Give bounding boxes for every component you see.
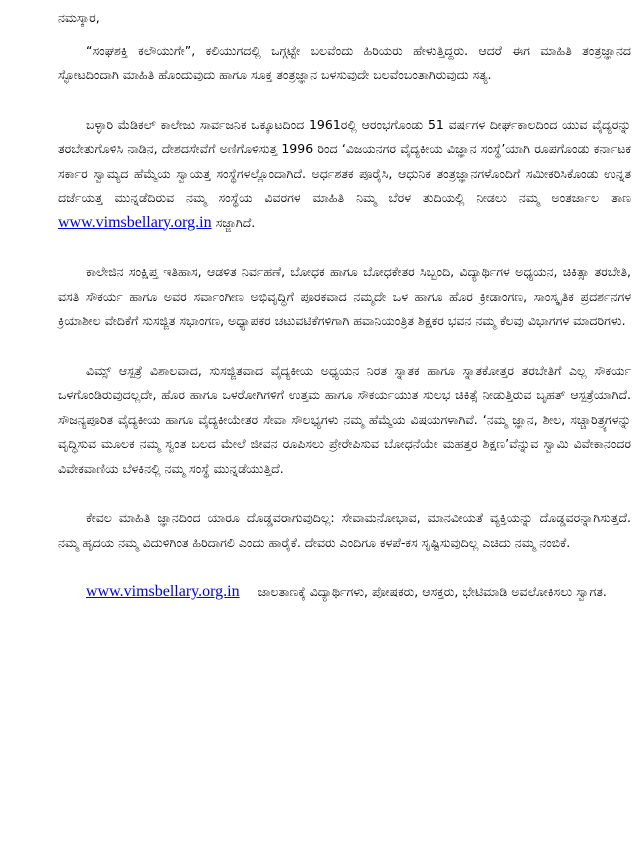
history-text: ಬಳ್ಳಾರಿ ಮೆಡಿಕಲ್ ಕಾಲೇಜು ಸಾರ್ವಜನಿಕ ಒಕ್ಕೂಟದಿಂದ 1961ರಲ್ಲಿ ಆರಂಭಗೊಂಡು 51 ವರ್ಷಗಳ ದೀರ್ಘಕಾಲದಿಂದ ಯುವ ವೈದ್ಯರನ್ನು ತರಬೇತುಗೊಳಿಸಿ ನಾಡಿನ, ದೇಶದಸೇವೆಗೆ ಅಣಿಗೊಳಿಸುತ್ತ 1996 ರಿಂದ ‘ವಿಜಯನಗರ ವೈದ್ಯಕೀಯ ವಿಜ್ಞಾನ ಸಂಸ್ಥೆ’ಯಾಗಿ ರೂಪಗೊಂಡು ಕರ್ನಾಟಕ ಸರ್ಕಾರ ಸ್ವಾಮ್ಯದ ಹೆಮ್ಮೆಯ ಸ್ವಾಯತ್ತ ಸಂಸ್ಥೆಗಳಲ್ಲೊಂದಾಗಿದೆ. ಅರ್ಧಶತಕ ಪೂರೈಸಿ, ಆಧುನಿಕ ತಂತ್ರಜ್ಞಾನಗಳೊಂದಿಗೆ ಸಮೀಕರಿಸಿಕೊಂಡು ಉನ್ನತ ದರ್ಜೆಯತ್ತ ಮುನ್ನಡೆದಿರುವ ನಮ್ಮ ಸಂಸ್ಥೆಯ ವಿವರಗಳ ಮಾಹಿತಿ ನಿಮ್ಮ ಬೆರಳ ತುದಿಯಲ್ಲಿ ನೀಡಲು ನಮ್ಮ ಅಂತರ್ಜಾಲ ತಾಣ: [58, 116, 631, 205]
greeting: ನಮಸ್ಕಾರ,: [58, 10, 100, 25]
paragraph-facilities: ಕಾಲೇಜಿನ ಸಂಕ್ಷಿಪ್ತ ಇತಿಹಾಸ, ಆಡಳಿತ ನಿರ್ವಹಣೆ, ಬೋಧಕ ಹಾಗೂ ಬೋಧಕೇತರ ಸಿಬ್ಬಂದಿ, ವಿದ್ಯಾರ್ಥಿಗಳ ಅಧ್ಯಯನ, ಚಿಕಿತ್ಸಾ ತರಬೇತಿ, ವಸತಿ ಸೌಕರ್ಯ ಹಾಗೂ ಅವರ ಸರ್ವಾಂಗೀಣ ಅಭಿವೃದ್ಧಿಗೆ ಪೂರಕವಾದ ನಮ್ಮದೇ ಒಳ ಹಾಗೂ ಹೊರ ಕ್ರೀಡಾಂಗಣ, ಸಾಂಸ್ಕೃತಿಕ ಪ್ರದರ್ಶನಗಳ ಕ್ರಿಯಾಶೀಲ ವೇದಿಕೆಗೆ ಸುಸಜ್ಜಿತ ಸಭಾಂಗಣ, ಅಧ್ಯಾಪಕರ ಚಟುವಟಿಕೆಗಳಿಗಾಗಿ ಹವಾನಿಯಂತ್ರಿತ ಶಿಕ್ಷಕರ ಭವನ ನಮ್ಮ ಕೆಲವು ವಿಭಾಗಗಳ ಮಾದರಿಗಳು.: [58, 264, 631, 328]
website-link[interactable]: www.vimsbellary.org.in: [58, 213, 212, 231]
paragraph-values: ಕೇವಲ ಮಾಹಿತಿ ಜ್ಞಾನದಿಂದ ಯಾರೂ ದೊಡ್ಡವರಾಗುವುದಿಲ್ಲ: ಸೇವಾಮನೋಭಾವ, ಮಾನವೀಯತೆ ವ್ಯಕ್ತಿಯನ್ನು ದೊಡ್ಡವರನ್ನಾಗಿಸುತ್ತದೆ. ನಮ್ಮ ಹೃದಯ ನಮ್ಮ ವಿದುಳಿಗಿಂತ ಹಿರಿದಾಗಲಿ ಎಂದು ಹಾರೈಕೆ. ದೇವರು ಎಂದಿಗೂ ಕಳಪೆ-ಕಸ ಸೃಷ್ಟಿಸುವುದಿಲ್ಲ ಎಚಿದು ನಮ್ಮ ನಂಬಿಕೆ.: [58, 510, 631, 550]
paragraph-welcome: [58, 580, 631, 605]
website-link-footer[interactable]: www.vimsbellary.org.in: [86, 583, 240, 600]
welcome-text: ಜಾಲತಾಣಕ್ಕೆ ವಿದ್ಯಾರ್ಥಿಗಳು, ಪೋಷಕರು, ಆಸಕ್ತರು, ಭೇಟಿಮಾಡಿ ಅವಲೋಕಿಸಲು ಸ್ವಾಗತ.: [257, 584, 607, 599]
paragraph-history: [58, 113, 631, 236]
history-text-end: ಸಜ್ಜಾಗಿದೆ.: [215, 214, 256, 230]
paragraph-intro: “ಸಂಘಶಕ್ತಿ ಕಲೌಯುಗೇ”, ಕಲಿಯುಗದಲ್ಲಿ ಒಗ್ಗಟ್ಟೇ ಬಲವೆಂದು ಹಿರಿಯರು ಹೇಳುತ್ತಿದ್ದರು. ಆದರೆ ಈಗ ಮಾಹಿತಿ ತಂತ್ರಜ್ಞಾನದ ಸ್ಫೋಟದಿಂದಾಗಿ ಮಾಹಿತಿ ಹೊಂದುವುದು ಹಾಗೂ ಸೂಕ್ತ ತಂತ್ರಜ್ಞಾನ ಬಳಸುವುದೇ ಬಲವೆಂಬಂತಾಗಿರುವುದು ಸತ್ಯ.: [58, 42, 631, 82]
paragraph-hospital: ವಿಮ್ಸ್ ಆಸ್ಪತ್ರೆ ವಿಶಾಲವಾದ, ಸುಸಜ್ಜಿತವಾದ ವೈದ್ಯಕೀಯ ಅಧ್ಯಯನ ನಿರತ ಸ್ನಾತಕ ಹಾಗೂ ಸ್ನಾತಕೋತ್ತರ ತರಬೇತಿಗೆ ಎಲ್ಲ ಸೌಕರ್ಯ ಒಳಗೊಂಡಿರುವುದಲ್ಲದೇ, ಹೊರ ಹಾಗೂ ಒಳರೋಗಿಗಳಿಗೆ ಉತ್ತಮ ಹಾಗೂ ಸೌಕರ್ಯಯುತ ಸುಲಭ ಚಿಕಿತ್ಸೆ ನೀಡುತ್ತಿರುವ ಬೃಹತ್ ಆಸ್ಪತ್ರೆಯಾಗಿದೆ. ಸೌಜನ್ಯಪೂರಿತ ವೈದ್ಯಕೀಯ ಹಾಗೂ ವೈದ್ಯಕೀಯೇತರ ಸೇವಾ ಸೌಲಭ್ಯಗಳು ನಮ್ಮ ಹೆಮ್ಮೆಯ ವಿಷಯಗಳಾಗಿವೆ. ‘ನಮ್ಮ ಜ್ಞಾನ, ಶೀಲ, ಸಚ್ಚಾರಿತ್ರ್ಯಗಳನ್ನು ವೃದ್ಧಿಸುವ ಮೂಲಕ ನಮ್ಮ ಸ್ವಂತ ಬಲದ ಮೇಲೆ ಜೀವನ ರೂಪಿಸಲು ಪ್ರೇರೇಪಿಸುವ ಬೋಧನೆಯೇ ಮಹತ್ತರ ಶಿಕ್ಷಣ’ವೆನ್ನುವ ಸ್ವಾಮಿ ವಿವೇಕಾನಂದರ ವಿವೇಕವಾಣಿಯ ಬೆಳಕಿನಲ್ಲಿ ನಮ್ಮ ಸಂಸ್ಥೆ ಮುನ್ನಡೆಯುತ್ತಿದೆ.: [58, 362, 631, 476]
